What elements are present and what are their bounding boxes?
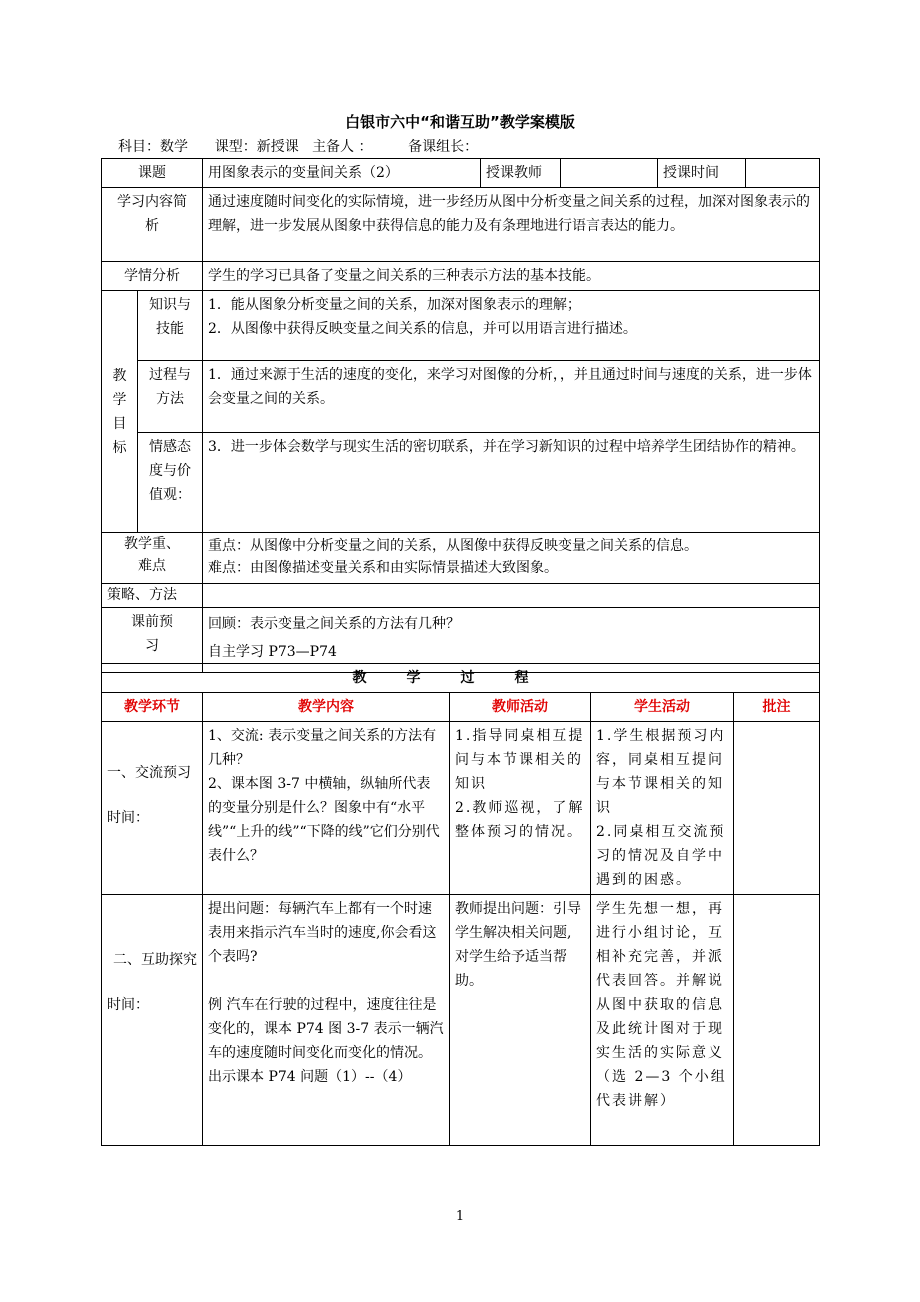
time-label: 授课时间 [658,159,746,188]
teacher-cell: 教师提出问题：引导学生解决相关问题,对学生给予适当帮助。 [450,895,591,1146]
student-cell: 学生先想一想，再进行小组讨论，互相补充完善，并派代表回答。并解说从图中获取的信息及此统计图对于现实生活的实际意义（选 2—3 个小组代表讲解） [591,895,734,1146]
situation-text: 学生的学习已具备了变量之间关系的三种表示方法的基本技能。 [203,262,820,291]
situation-row [102,262,820,291]
goal-label: 知识与技能 [138,291,203,361]
note-cell [734,895,820,1146]
teacher-cell [450,722,591,895]
header-content: 教学内容 [203,693,450,722]
strategy-row [102,584,820,608]
student-line: 2.同桌相互交流预习的情况及自学中遇到的困惑。 [596,824,726,888]
goal-row [102,361,820,433]
goal-line: 2．从图像中获得反映变量之间关系的信息，并可以用语言进行描述。 [208,321,637,337]
goal-text: 3．进一步体会数学与现实生活的密切联系，并在学习新知识的过程中培养学生团结协作的精神。 [203,433,820,533]
strategy-label: 策略、方法 [102,584,203,608]
process-row [102,895,820,1146]
header-student: 学生活动 [591,693,734,722]
time-value [746,159,820,188]
stage-cell [102,895,203,1146]
goals-label: 教学目标 [102,291,138,533]
content-line: 出示课本 P74 问题（1）--（4） [208,1069,412,1085]
teacher-label: 授课教师 [481,159,561,188]
subject: 科目：数学 [118,139,188,155]
preview-line: 回顾：表示变量之间关系的方法有几种？ [208,616,460,632]
meta-line [118,136,478,156]
analysis-row [102,188,820,262]
process-header-row [102,693,820,722]
content-line: 提出问题：每辆汽车上都有一个时速表用来指示汽车当时的速度,你会看这个表吗? [208,901,437,965]
difficult-point: 难点：由图像描述变量关系和由实际情景描述大致图象。 [208,560,558,576]
student-line: 1.学生根据预习内容，同桌相互提问与本节课相关的知识 [596,728,726,816]
keypoints-text [203,533,820,584]
topic-row [102,159,820,188]
stage-cell [102,722,203,895]
note-cell [734,722,820,895]
goal-text [203,291,820,361]
goal-label: 情感态度与价值观： [138,433,203,533]
analysis-label: 学习内容简析 [102,188,203,262]
content-line: 2、课本图 3-7 中横轴，纵轴所代表的变量分别是什么？图象中有“水平线”“上升的线”“下降的线”它们分别代表什么？ [208,776,440,864]
process-table [101,663,820,1146]
preparer: 主备人 ： [312,139,373,155]
stage-time: 时间： [107,810,149,826]
strategy-text [203,584,820,608]
teacher-line: 2.教师巡视，了解整体预习的情况。 [455,800,585,840]
topic-label: 课题 [102,159,203,188]
process-title: 教学过程 [102,664,820,693]
group-leader: 备课组长： [408,139,479,155]
analysis-text: 通过速度随时间变化的实际情境，进一步经历从图中分析变量之间关系的过程，加深对图象表示的理解，进一步发展从图象中获得信息的能力及有条理地进行语言表达的能力。 [203,188,820,262]
lesson-info-table [101,158,820,673]
situation-label: 学情分析 [102,262,203,291]
key-point: 重点：从图像中分析变量之间的关系，从图像中获得反映变量之间关系的信息。 [208,538,698,554]
student-cell [591,722,734,895]
document-title: 白银市六中“和谐互助”教学案模版 [345,113,575,131]
goal-row [102,291,820,361]
stage-name: 一、交流预习 [107,765,191,781]
goal-label: 过程与方法 [138,361,203,433]
preview-label: 课前预习 [102,608,203,673]
teacher-value [561,159,658,188]
topic-value: 用图象表示的变量间关系（2） [203,159,481,188]
goal-line: 1．能从图象分析变量之间的关系，加深对图象表示的理解； [208,297,581,313]
goal-text: 1．通过来源于生活的速度的变化，来学习对图像的分析，，并且通过时间与速度的关系，进一步体会变量之间的关系。 [203,361,820,433]
content-cell [203,895,450,1146]
header-teacher: 教师活动 [450,693,591,722]
teacher-line: 1.指导同桌相互提问与本节课相关的知识 [455,728,585,792]
header-note: 批注 [734,693,820,722]
keypoints-row [102,533,820,584]
preview-line: 自主学习 P73—P74 [208,644,337,660]
goal-row [102,433,820,533]
content-cell [203,722,450,895]
keypoints-label: 教学重、难点 [102,533,203,584]
header-stage: 教学环节 [102,693,203,722]
process-row [102,722,820,895]
lesson-type: 课型：新授课 [214,139,299,155]
page-number: 1 [455,1209,465,1224]
content-line: 例 汽车在行驶的过程中，速度往往是变化的，课本 P74 图 3-7 表示一辆汽车的速度随时间变化而变化的情况。 [208,997,444,1061]
stage-time: 时间： [107,997,149,1013]
stage-name: 二、互助探究 [113,952,197,968]
content-line: 1、交流: 表示变量之间关系的方法有几种？ [208,728,437,768]
